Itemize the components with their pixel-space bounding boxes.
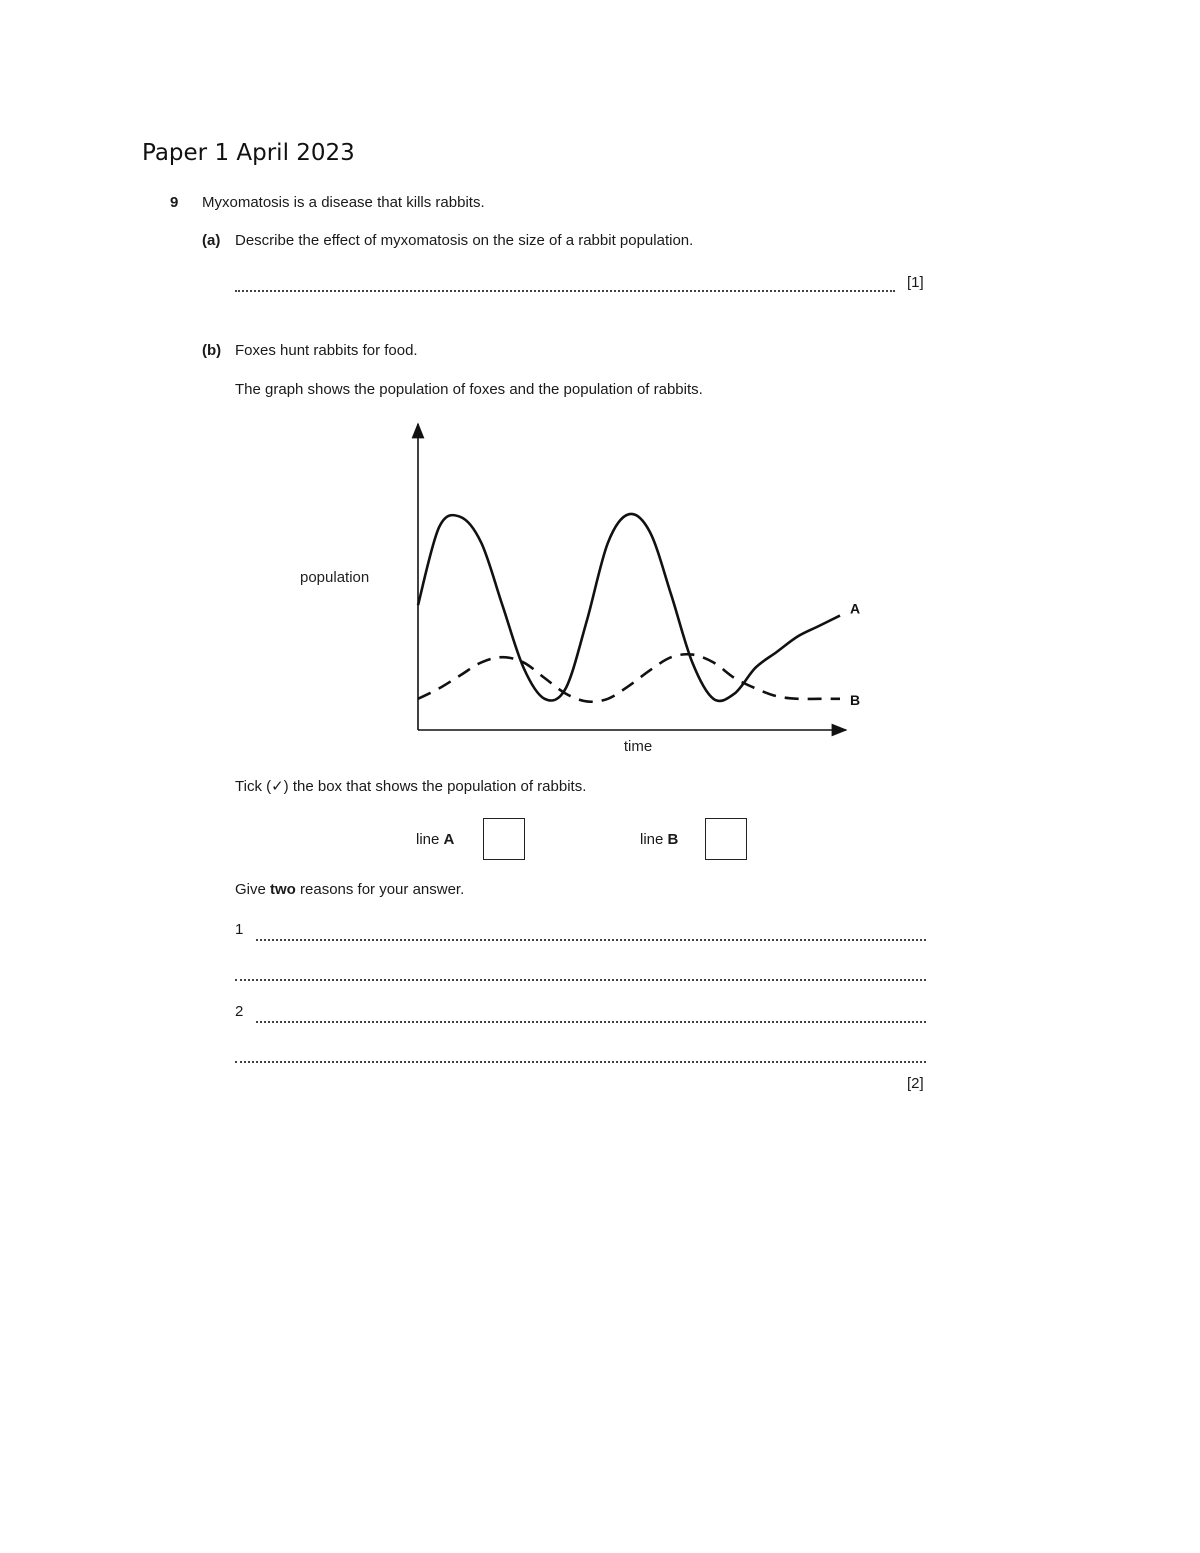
page-title: Paper 1 April 2023 bbox=[142, 140, 355, 166]
reason-1-number: 1 bbox=[235, 921, 244, 938]
series-line-b bbox=[418, 654, 840, 701]
part-a-marks: [1] bbox=[907, 274, 924, 291]
series-line-a bbox=[418, 514, 840, 701]
x-axis-label: time bbox=[623, 738, 653, 755]
graph-intro: The graph shows the population of foxes and the population of rabbits. bbox=[235, 381, 703, 398]
tick-instruction: Tick (✓) the box that shows the population of rabbits. bbox=[235, 778, 587, 795]
option-a-label: line A bbox=[416, 831, 455, 848]
reason-1-continuation-line[interactable] bbox=[235, 979, 926, 981]
series-label-b: B bbox=[850, 691, 861, 708]
part-a-label: (a) bbox=[202, 232, 221, 249]
option-b-label: line B bbox=[640, 831, 679, 848]
reason-2-answer-line[interactable] bbox=[256, 1021, 926, 1023]
reason-1-answer-line[interactable] bbox=[256, 939, 926, 941]
y-axis-label: population bbox=[300, 569, 370, 586]
series-label-a: A bbox=[850, 600, 861, 617]
part-b-text: Foxes hunt rabbits for food. bbox=[235, 342, 418, 359]
reasons-prompt: Give two reasons for your answer. bbox=[235, 881, 465, 898]
part-b-marks: [2] bbox=[907, 1075, 924, 1092]
reason-2-continuation-line[interactable] bbox=[235, 1061, 926, 1063]
option-a-checkbox[interactable] bbox=[483, 818, 525, 860]
reason-2-number: 2 bbox=[235, 1003, 244, 1020]
question-number: 9 bbox=[170, 194, 179, 211]
part-a-text: Describe the effect of myxomatosis on the size of a rabbit population. bbox=[235, 232, 694, 249]
question-stem: Myxomatosis is a disease that kills rabbits. bbox=[202, 194, 485, 211]
option-b-checkbox[interactable] bbox=[705, 818, 747, 860]
part-b-label: (b) bbox=[202, 342, 222, 359]
